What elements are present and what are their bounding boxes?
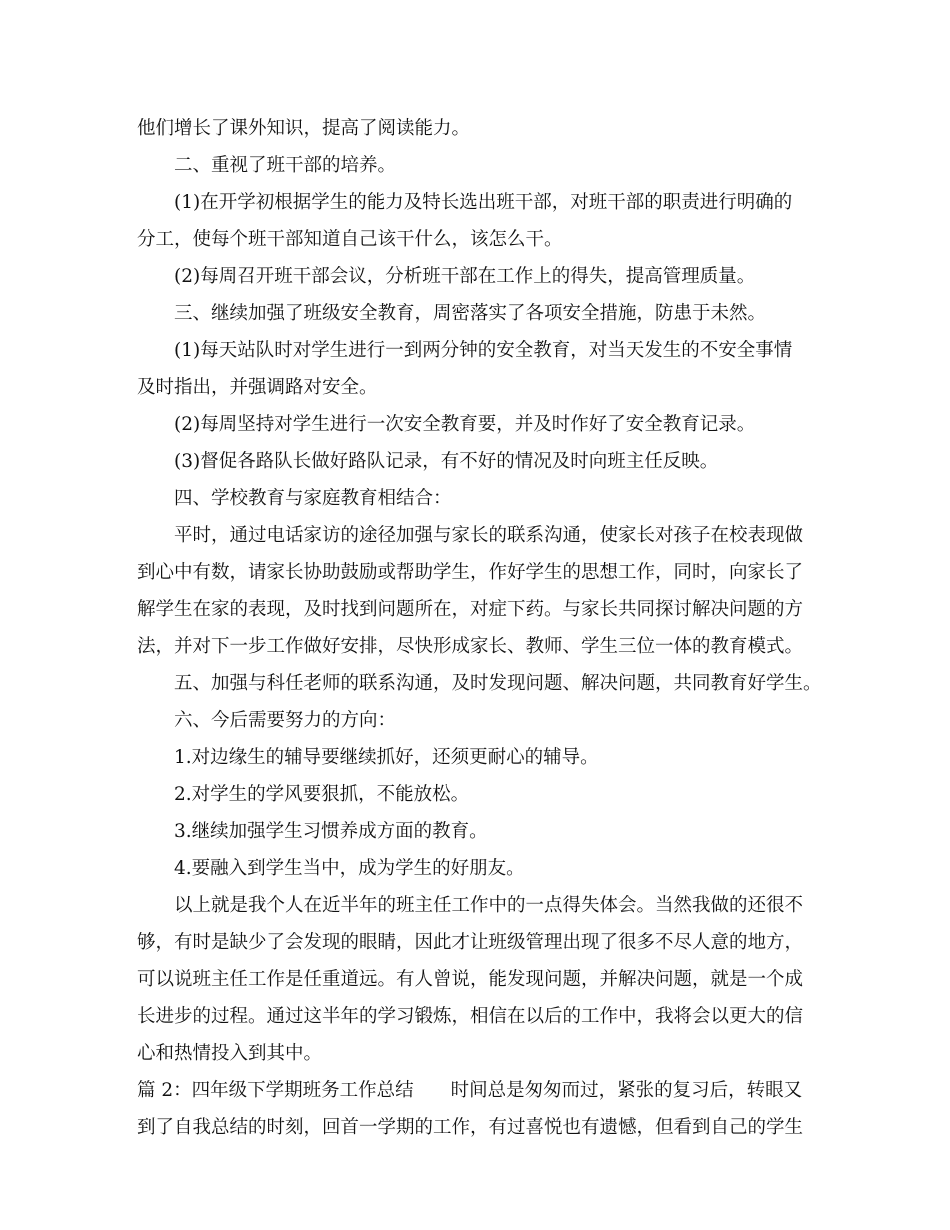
text-line: 长进步的过程。通过这半年的学习锻炼，相信在以后的工作中，我将会以更大的信: [137, 1006, 804, 1027]
text-line: 到心中有数，请家长协助鼓励或帮助学生，作好学生的思想工作，同时，向家长了: [137, 562, 804, 583]
list-item: 2.对学生的学风要狠抓，不能放松。: [174, 784, 470, 805]
section-heading-2: 二、重视了班干部的培养。: [174, 155, 397, 176]
list-item: 4.要融入到学生当中，成为学生的好朋友。: [174, 858, 525, 879]
text-line: 平时，通过电话家访的途径加强与家长的联系沟通，使家长对孩子在校表现做: [174, 525, 804, 546]
text-line: (1)每天站队时对学生进行一到两分钟的安全教育，对当天发生的不安全事情: [174, 340, 793, 361]
article-heading: 篇 2：四年级下学期班务工作总结 时间总是匆匆而过，紧张的复习后，转眼又: [137, 1080, 803, 1101]
text-line: (2)每周坚持对学生进行一次安全教育要，并及时作好了安全教育记录。: [174, 414, 756, 435]
section-heading-5: 五、加强与科任老师的联系沟通，及时发现问题、解决问题，共同教育好学生。: [174, 673, 822, 694]
text-line: 以上就是我个人在近半年的班主任工作中的一点得失体会。当然我做的还很不: [174, 895, 804, 916]
text-line: 法，并对下一步工作做好安排，尽快形成家长、教师、学生三位一体的教育模式。: [137, 636, 804, 657]
text-line: (1)在开学初根据学生的能力及特长选出班干部，对班干部的职责进行明确的: [174, 192, 793, 213]
text-line: (3)督促各路队长做好路队记录，有不好的情况及时向班主任反映。: [174, 451, 719, 472]
section-heading-4: 四、学校教育与家庭教育相结合：: [174, 488, 452, 509]
text-line: 及时指出，并强调路对安全。: [137, 377, 378, 398]
section-heading-3: 三、继续加强了班级安全教育，周密落实了各项安全措施，防患于未然。: [174, 303, 767, 324]
text-line: 解学生在家的表现，及时找到问题所在，对症下药。与家长共同探讨解决问题的方: [137, 599, 804, 620]
list-item: 1.对边缘生的辅导要继续抓好，还须更耐心的辅导。: [174, 747, 599, 768]
text-line: (2)每周召开班干部会议，分析班干部在工作上的得失，提高管理质量。: [174, 266, 756, 287]
section-heading-6: 六、今后需要努力的方向：: [174, 710, 397, 731]
list-item: 3.继续加强学生习惯养成方面的教育。: [174, 821, 488, 842]
text-line: 够，有时是缺少了会发现的眼睛，因此才让班级管理出现了很多不尽人意的地方，: [137, 932, 804, 953]
text-line: 他们增长了课外知识，提高了阅读能力。: [137, 118, 471, 139]
text-line: 心和热情投入到其中。: [137, 1043, 323, 1064]
text-line: 可以说班主任工作是任重道远。有人曾说，能发现问题，并解决问题，就是一个成: [137, 969, 804, 990]
text-line: 到了自我总结的时刻，回首一学期的工作，有过喜悦也有遗憾，但看到自己的学生: [137, 1117, 804, 1138]
text-line: 分工，使每个班干部知道自己该干什么，该怎么干。: [137, 229, 563, 250]
